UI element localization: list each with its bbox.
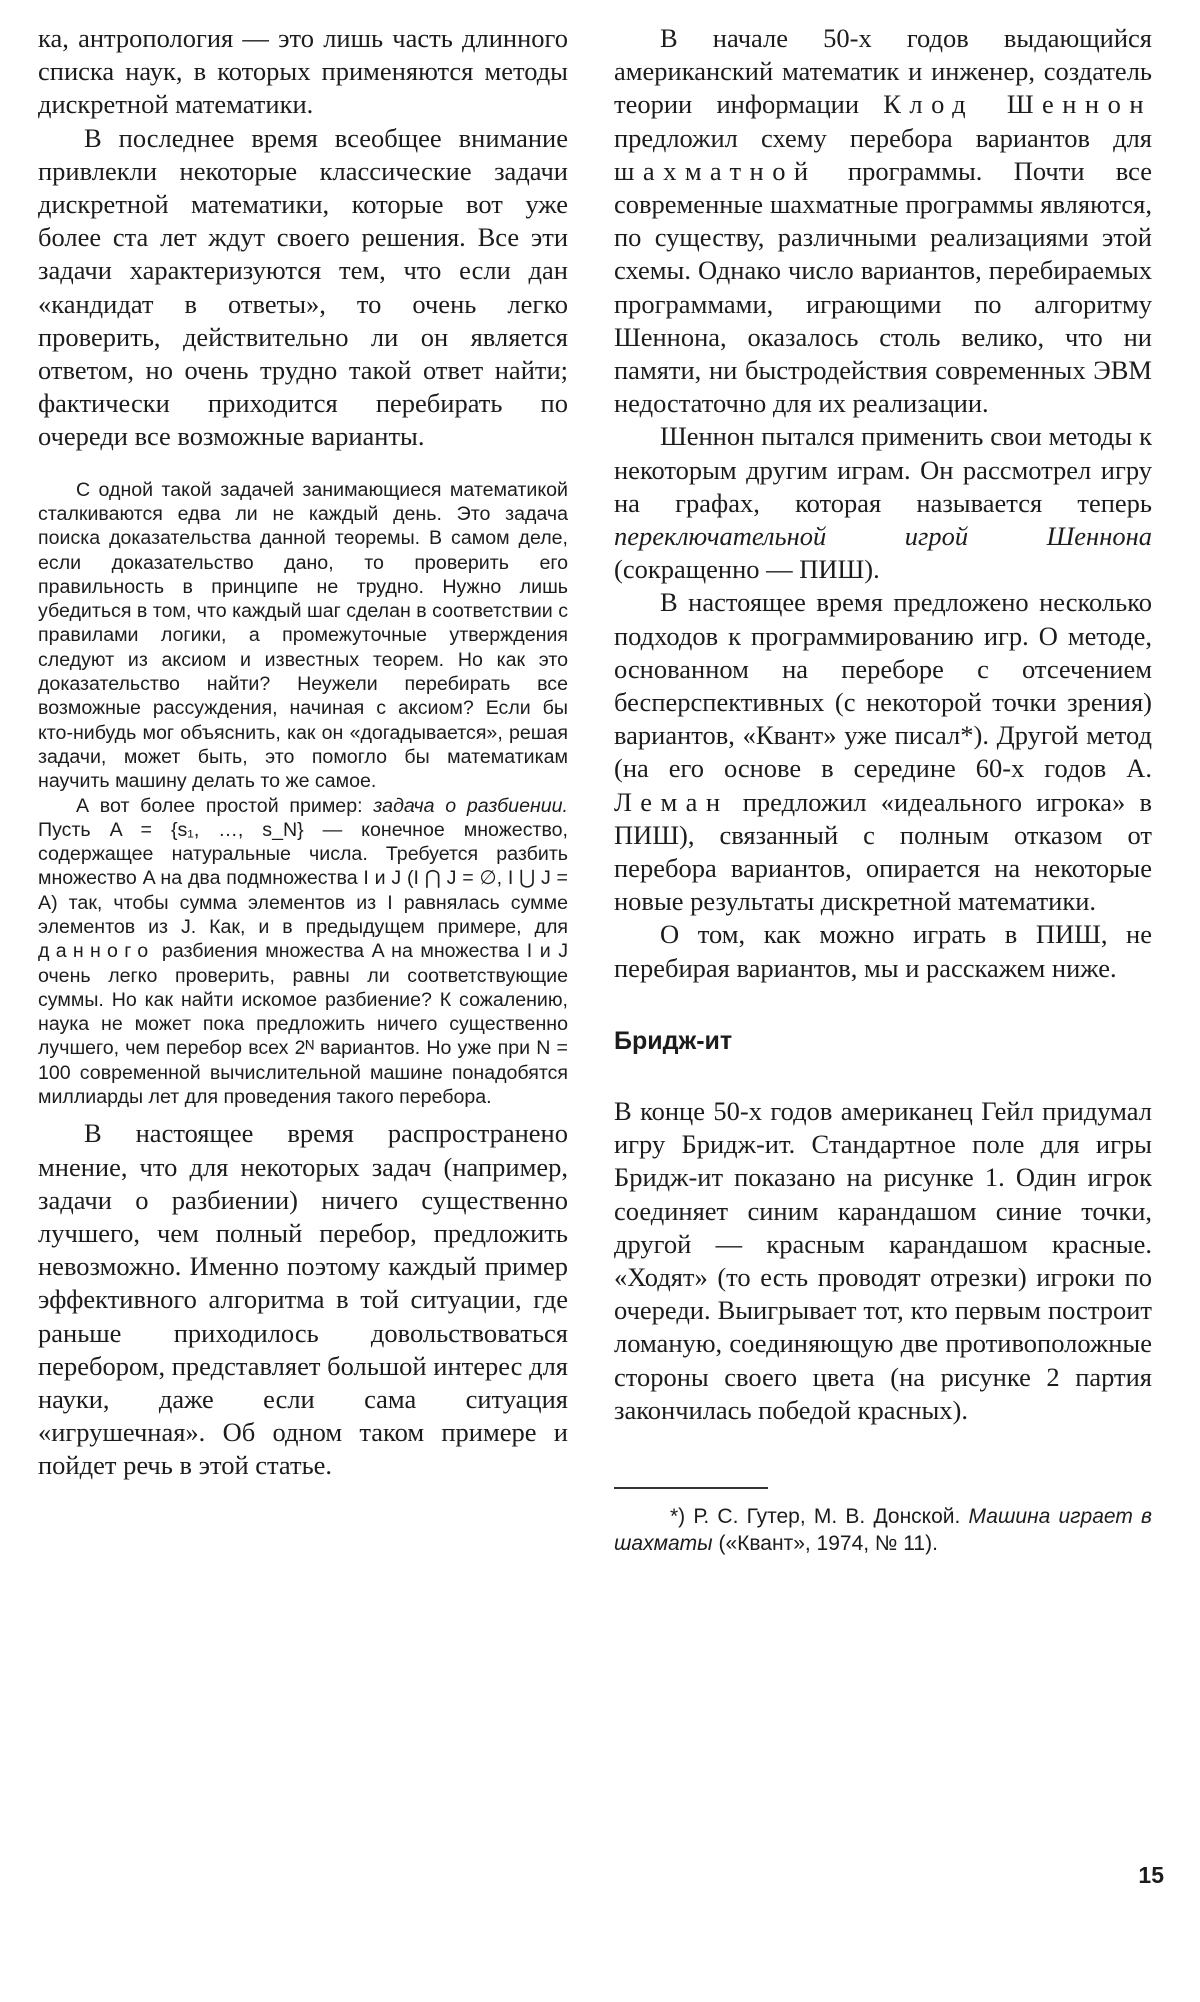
- left-paragraph-2: В последнее время всеобщее внимание привлекли некоторые классические задачи дискретной математики, которые вот уже более ста лет ждут своего решения. Все эти задачи характеризуются тем, что если дан «кандидат в ответы», то очень легко проверить, действительно ли он является ответом, но очень трудно такой ответ найти; фактически приходится перебирать по очереди все возможные варианты.: [38, 122, 568, 452]
- right-paragraph-4: О том, как можно играть в ПИШ, не перебирая вариантов, мы и расскажем ниже.: [614, 919, 1152, 983]
- right-paragraph-1: В начале 50-х годов выдающийся американский математик и инженер, создатель теории информации Клод Шеннон предложил схему перебора вариантов для шахматной программы. Почти все современные шахматные программы являются, по существу, различными реализациями этой схемы. Однако число вариантов, перебираемых программами, играющими по алгоритму Шеннона, оказалось столь велико, что ни памяти, ни быстродействия современных ЭВМ недостаточно для их реализации.: [614, 23, 1152, 419]
- left-paragraph-1: ка, антропология — это лишь часть длинного списка наук, в которых применяются методы дискретной математики.: [38, 23, 568, 120]
- right-paragraph-3: В настоящее время предложено несколько подходов к программированию игр. О методе, основанном на переборе с отсечением бесперспективных (с некоторой точки зрения) вариантов, «Квант» уже писал*). Другой метод (на его основе в середине 60-х годов А. Леман предложил «идеального игрока» в ПИШ), связанный с полным отказом от перебора вариантов, опирается на некоторые новые результаты дискретной математики.: [614, 587, 1152, 917]
- footnote: *) Р. С. Гутер, М. В. Донской. Машина играет в шахматы («Квант», 1974, № 11).: [614, 1504, 1152, 1555]
- section-heading: Бридж-ит: [614, 1026, 733, 1055]
- left-paragraph-3: В настоящее время распространено мнение, что для некоторых задач (например, задачи о разбиении) ничего существенно лучшего, чем полный перебор, предложить невозможно. Именно поэтому каждый пример эффективного алгоритма в той ситуации, где раньше приходилось довольствоваться перебором, представляет большой интерес для науки, даже если сама ситуация «игрушечная». Об одном таком примере и пойдет речь в этой статье.: [38, 1118, 568, 1481]
- left-small-paragraph-2: А вот более простой пример: задача о разбиении. Пусть A = {s₁, …, s_N} — конечное множество, содержащее натуральные числа. Требуется разбить множество A на два подмножества I и J (I ⋂ J = ∅, I ⋃ J = A) так, чтобы сумма элементов из I равнялась сумме элементов из J. Как, и в предыдущем примере, для данного разбиения множества A на множества I и J очень легко проверить, равны ли соответствующие суммы. Но как найти искомое разбиение? К сожалению, наука не может пока предложить ничего существенно лучшего, чем перебор всех 2ᴺ вариантов. Но уже при N = 100 современной вычислительной машине понадобятся миллиарды лет для проведения такого перебора.: [38, 794, 568, 1109]
- left-column: [38, 22, 568, 1483]
- right-paragraph-5: В конце 50-х годов американец Гейл придумал игру Бридж-ит. Стандартное поле для игры Бридж-ит показано на рисунке 1. Один игрок соединяет синим карандашом синие точки, другой — красным карандашом красные. «Ходят» (то есть проводят отрезки) игроки по очереди. Выигрывает тот, кто первым построит ломаную, соединяющую две противоположные стороны своего цвета (на рисунке 2 партия закончилась победой красных).: [614, 1095, 1152, 1425]
- page-number: 15: [1138, 1862, 1164, 1888]
- left-small-paragraph-1: С одной такой задачей занимающиеся математикой сталкиваются едва ли не каждый день. Это задача поиска доказательства данной теоремы. В самом деле, если доказательство дано, то проверить его правильность в принципе не трудно. Нужно лишь убедиться в том, что каждый шаг сделан в соответствии с правилами логики, а промежуточные утверждения следуют из аксиом и известных теорем. Но как это доказательство найти? Неужели перебирать все возможные рассуждения, начиная с аксиом? Если бы кто-нибудь мог объяснить, как он «догадывается», решая задачи, может быть, это помогло бы математикам научить машину делать то же самое.: [38, 478, 568, 793]
- right-paragraph-2: Шеннон пытался применить свои методы к некоторым другим играм. Он рассмотрел игру на графах, которая называется теперь переключательной игрой Шеннона (сокращенно — ПИШ).: [614, 421, 1152, 585]
- right-column: [614, 22, 1152, 1557]
